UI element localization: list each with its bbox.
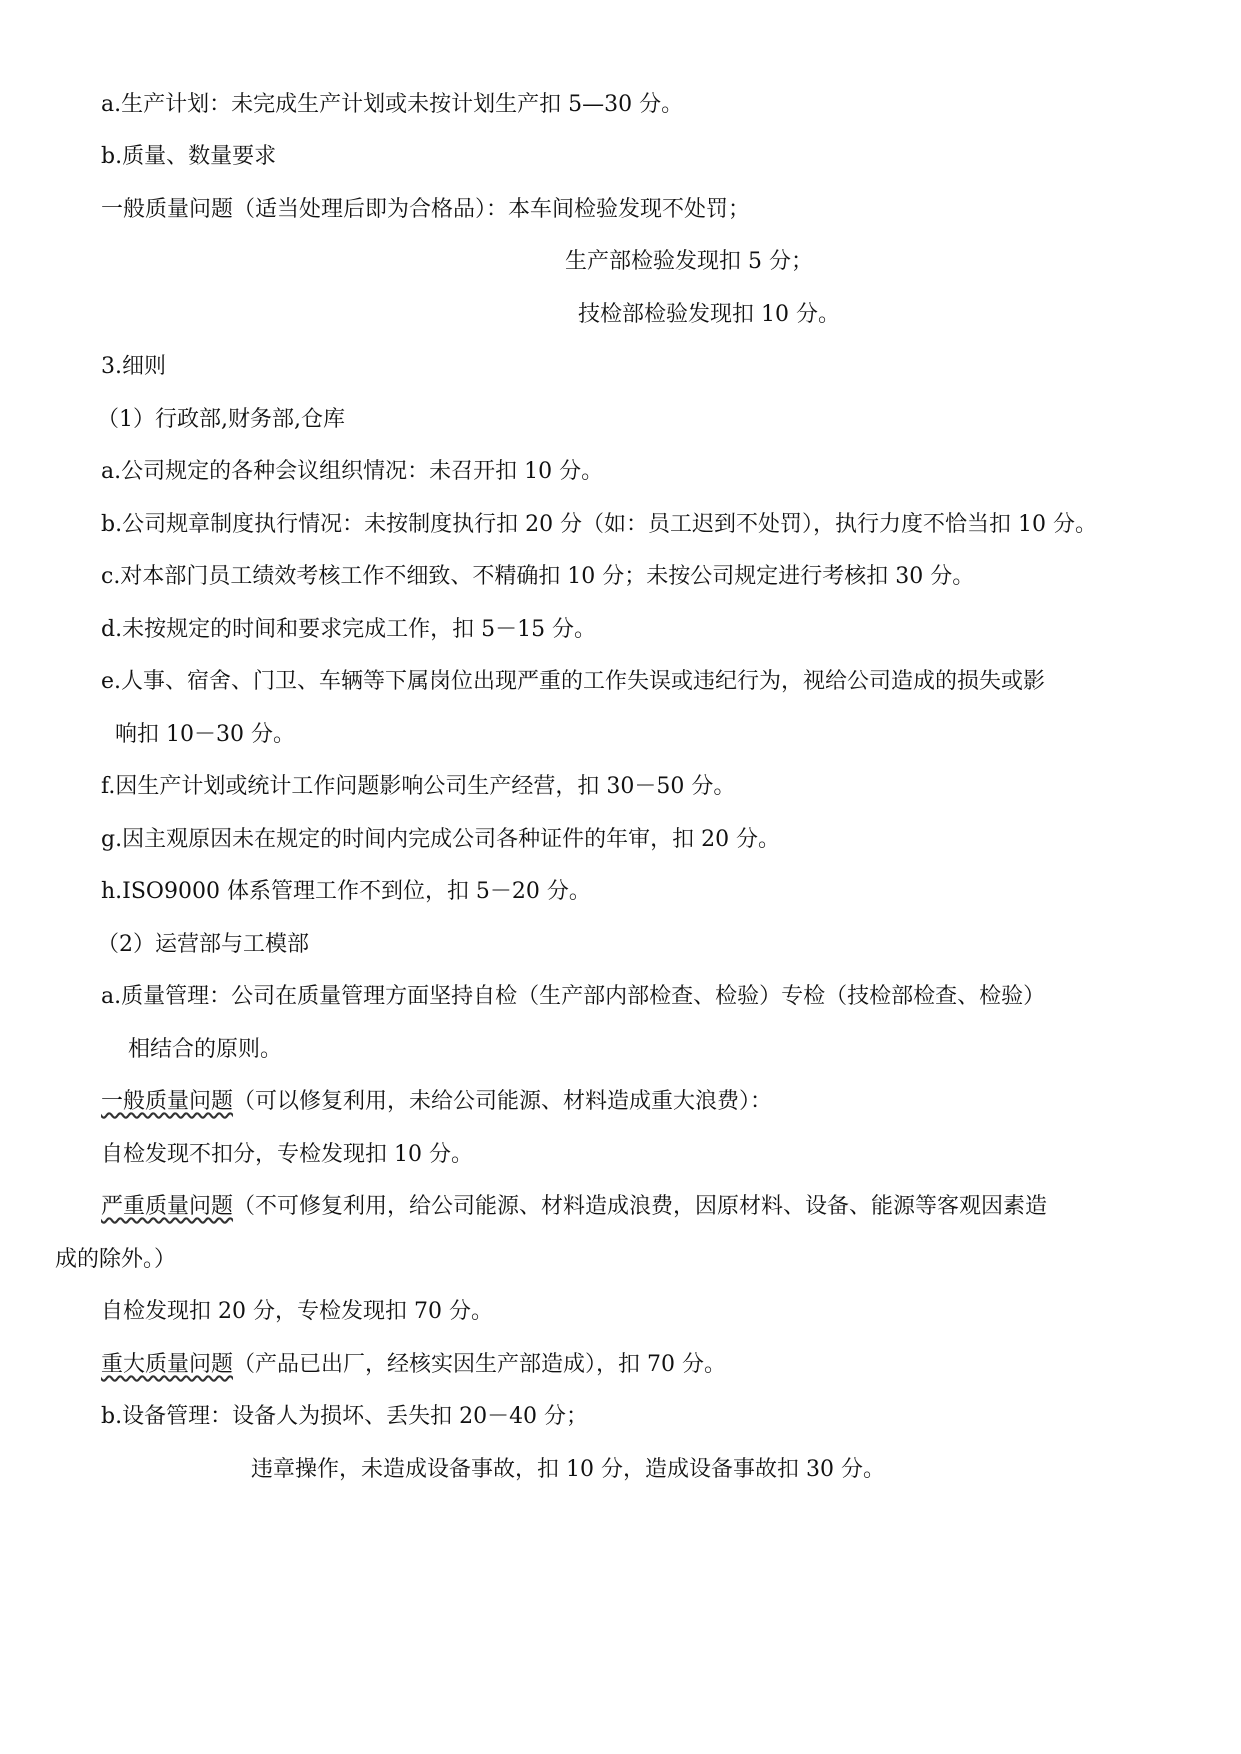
- text-line: 自检发现扣 20 分，专检发现扣 70 分。: [101, 1299, 493, 1324]
- text-line: 生产部检验发现扣 5 分；: [565, 249, 813, 274]
- term-description: （产品已出厂，经核实因生产部造成），扣 70 分。: [233, 1352, 726, 1377]
- text-line: f.因生产计划或统计工作问题影响公司生产经营，扣 30－50 分。: [101, 774, 736, 799]
- text-line: 技检部检验发现扣 10 分。: [578, 302, 840, 327]
- text-line: 一般质量问题（适当处理后即为合格品）：本车间检验发现不处罚；: [101, 197, 751, 222]
- text-line: g.因主观原因未在规定的时间内完成公司各种证件的年审，扣 20 分。: [101, 827, 781, 852]
- underlined-term: 严重质量问题: [101, 1194, 234, 1219]
- text-line: 成的除外。）: [55, 1247, 177, 1272]
- text-line: b.设备管理：设备人为损坏、丢失扣 20－40 分；: [101, 1404, 589, 1429]
- text-line: e.人事、宿舍、门卫、车辆等下属岗位出现严重的工作失误或违纪行为，视给公司造成的损失或影: [101, 669, 1046, 694]
- text-line: 响扣 10－30 分。: [115, 722, 295, 747]
- text-line: a.质量管理：公司在质量管理方面坚持自检（生产部内部检查、检验）专检（技检部检查、检验）: [101, 984, 1046, 1009]
- text-line: b.公司规章制度执行情况：未按制度执行扣 20 分（如：员工迟到不处罚），执行力度不恰当扣 10 分。: [101, 512, 1098, 537]
- text-line: b.质量、数量要求: [101, 144, 277, 169]
- underlined-term: 一般质量问题: [101, 1089, 234, 1114]
- text-line: 相结合的原则。: [128, 1037, 283, 1062]
- text-line: 违章操作，未造成设备事故，扣 10 分，造成设备事故扣 30 分。: [251, 1457, 885, 1482]
- underlined-term: 重大质量问题: [101, 1352, 234, 1377]
- term-description: （不可修复利用，给公司能源、材料造成浪费，因原材料、设备、能源等客观因素造: [233, 1194, 1048, 1219]
- text-line: 自检发现不扣分，专检发现扣 10 分。: [101, 1142, 473, 1167]
- subsection-heading: （2）运营部与工模部: [97, 932, 309, 957]
- section-heading: 3.细则: [101, 354, 166, 379]
- text-line: [101, 1350, 726, 1380]
- subsection-heading: （1）行政部,财务部,仓库: [97, 407, 345, 432]
- text-line: a.公司规定的各种会议组织情况：未召开扣 10 分。: [101, 459, 604, 484]
- text-line: h.ISO9000 体系管理工作不到位，扣 5－20 分。: [101, 879, 591, 904]
- term-description: （可以修复利用，未给公司能源、材料造成重大浪费）：: [233, 1089, 773, 1114]
- text-line: d.未按规定的时间和要求完成工作，扣 5－15 分。: [101, 617, 597, 642]
- text-line: [101, 1087, 772, 1117]
- text-line: c.对本部门员工绩效考核工作不细致、不精确扣 10 分；未按公司规定进行考核扣 30 分。: [101, 564, 975, 589]
- text-line: [101, 1192, 1047, 1222]
- text-line: a.生产计划：未完成生产计划或未按计划生产扣 5—30 分。: [101, 92, 684, 117]
